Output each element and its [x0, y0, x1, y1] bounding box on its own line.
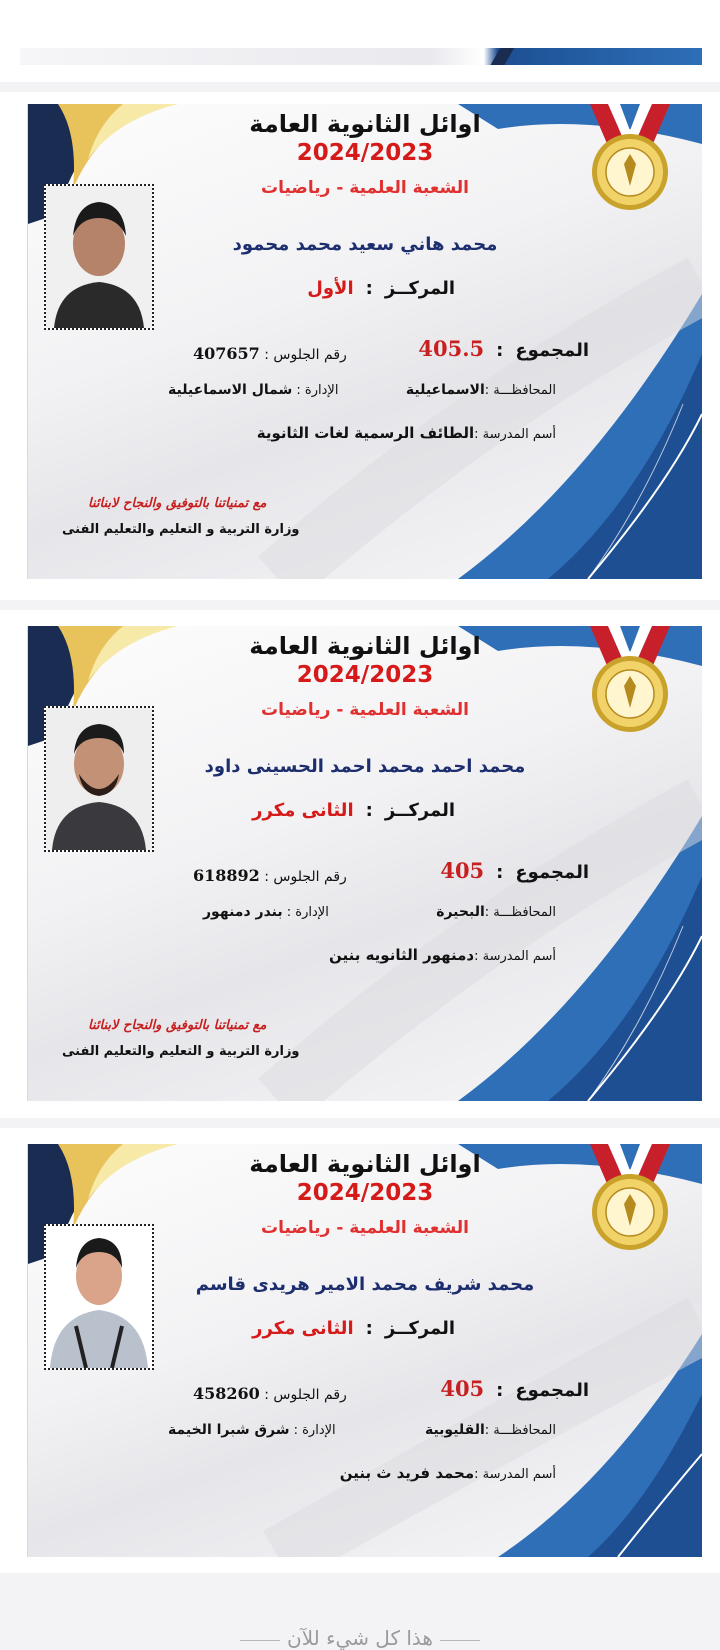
total-row: [440, 1376, 589, 1401]
card-title: اوائل الثانوية العامة: [249, 632, 481, 660]
total-value: 405: [440, 858, 485, 883]
total-row: [418, 336, 589, 361]
student-portrait-image: [46, 1226, 152, 1368]
seat-number-value: 407657: [193, 344, 260, 363]
student-photo[interactable]: [44, 1224, 154, 1370]
branch-label: الشعبة العلمية - رياضيات: [261, 700, 469, 720]
post-card-1: [0, 92, 720, 600]
card-title: اوائل الثانوية العامة: [249, 110, 481, 138]
student-photo[interactable]: [44, 184, 154, 330]
total-separator: :: [496, 1380, 504, 1401]
governorate-value: القليوبية: [424, 1422, 485, 1438]
administration-label: الإدارة :: [293, 1423, 336, 1438]
total-value: 405.5: [418, 336, 485, 361]
rank-row: [307, 278, 455, 299]
administration-row: [168, 1422, 336, 1438]
school-label: أسم المدرسة :: [474, 427, 556, 442]
certificate-image[interactable]: [27, 626, 702, 1101]
rank-separator: :: [365, 278, 373, 299]
ministry-text: وزارة التربية و التعليم والتعليم الفنى: [62, 522, 300, 537]
rank-label: المركــز: [384, 800, 455, 821]
rank-label: المركــز: [384, 1318, 455, 1339]
school-value: الطائف الرسمية لغات الثانوية: [256, 424, 475, 442]
card-title: اوائل الثانوية العامة: [249, 1150, 481, 1178]
rank-separator: :: [365, 800, 373, 821]
total-row: [440, 858, 589, 883]
seat-number-row: [193, 1384, 347, 1403]
partial-certificate-image[interactable]: [20, 48, 702, 65]
certificate-image[interactable]: [27, 104, 702, 579]
branch-label: الشعبة العلمية - رياضيات: [261, 1218, 469, 1238]
governorate-label: المحافظـــة :: [484, 383, 556, 398]
administration-label: الإدارة :: [296, 383, 339, 398]
school-row: [340, 1464, 556, 1482]
administration-row: [168, 382, 338, 398]
total-separator: :: [496, 340, 504, 361]
governorate-label: المحافظـــة :: [484, 1423, 556, 1438]
governorate-row: [425, 1422, 556, 1438]
partial-post: [0, 0, 720, 82]
total-label: المجموع: [515, 340, 589, 361]
school-label: أسم المدرسة :: [474, 1467, 556, 1482]
school-value: محمد فريد ث بنين: [339, 1464, 475, 1482]
school-label: أسم المدرسة :: [474, 949, 556, 964]
student-name: محمد احمد محمد احمد الحسينى داود: [204, 756, 526, 777]
school-row: [257, 424, 556, 442]
total-label: المجموع: [515, 1380, 589, 1401]
administration-label: الإدارة :: [286, 905, 329, 920]
rank-value: الثانى مكرر: [252, 800, 354, 821]
certificate-image[interactable]: [27, 1144, 702, 1557]
student-name: محمد هاني سعيد محمد محمود: [232, 234, 498, 255]
rank-value: الأول: [307, 278, 354, 299]
total-value: 405: [440, 1376, 485, 1401]
branch-label: الشعبة العلمية - رياضيات: [261, 178, 469, 198]
governorate-value: الاسماعيلية: [405, 382, 485, 398]
student-portrait-image: [46, 708, 152, 850]
rank-separator: :: [365, 1318, 373, 1339]
governorate-label: المحافظـــة :: [484, 905, 556, 920]
post-card-3: [0, 1128, 720, 1573]
total-separator: :: [496, 862, 504, 883]
governorate-value: البحيرة: [436, 904, 485, 920]
rank-row: [252, 1318, 455, 1339]
end-of-feed-text: هذا كل شيء للآن: [287, 1626, 433, 1650]
seat-number-label: رقم الجلوس :: [264, 869, 347, 885]
seat-number-row: [193, 344, 347, 363]
school-value: دمنهور الثانويه بنين: [328, 946, 475, 964]
seat-number-row: [193, 866, 347, 885]
rank-value: الثانى مكرر: [252, 1318, 354, 1339]
wish-text: مع تمنياتنا بالتوفيق والنجاح لابنائنا: [88, 496, 267, 511]
academic-year: 2024/2023: [296, 140, 434, 166]
rank-row: [252, 800, 455, 821]
administration-value: شمال الاسماعيلية: [168, 382, 293, 398]
administration-value: بندر دمنهور: [203, 904, 283, 920]
student-portrait-image: [46, 186, 152, 328]
seat-number-value: 618892: [193, 866, 260, 885]
ministry-text: وزارة التربية و التعليم والتعليم الفنى: [62, 1044, 300, 1059]
student-photo[interactable]: [44, 706, 154, 852]
student-name: محمد شريف محمد الامير هريدى قاسم: [195, 1274, 535, 1295]
governorate-row: [406, 382, 556, 398]
administration-row: [203, 904, 329, 920]
academic-year: 2024/2023: [296, 662, 434, 688]
administration-value: شرق شبرا الخيمة: [168, 1422, 290, 1438]
total-label: المجموع: [515, 862, 589, 883]
school-row: [329, 946, 556, 964]
seat-number-label: رقم الجلوس :: [264, 347, 347, 363]
post-card-2: [0, 610, 720, 1118]
governorate-row: [436, 904, 556, 920]
seat-number-label: رقم الجلوس :: [264, 1387, 347, 1403]
rank-label: المركــز: [384, 278, 455, 299]
wish-text: مع تمنياتنا بالتوفيق والنجاح لابنائنا: [88, 1018, 267, 1033]
academic-year: 2024/2023: [296, 1180, 434, 1206]
seat-number-value: 458260: [193, 1384, 260, 1403]
